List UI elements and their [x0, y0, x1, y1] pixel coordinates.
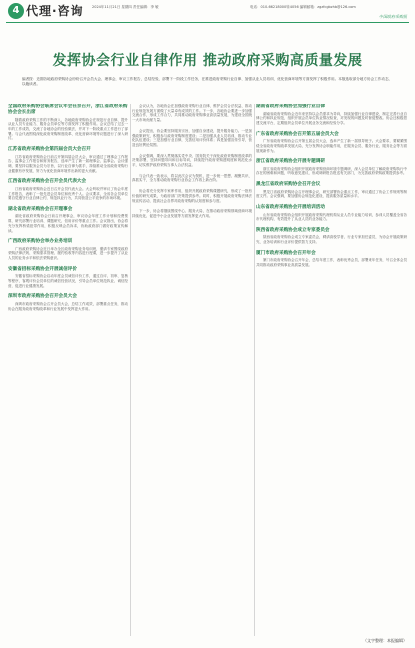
article-body: 山东省政府采购协会组织开展政府采购代理机构从业人员专业能力培训，参训人员覆盖全省各市代理机构，有效提升了从业人员的业务能力。: [256, 212, 407, 222]
column-3: [256, 104, 407, 636]
header-rule: [6, 22, 409, 23]
article-body: 湖南省政府采购协会近年来坚持以会员需求为导向，持续加强行业自律建设，制定完善行业自律公约和执业规范，组织开展会员单位执业情况检查，对发现的问题及时督促整改。协会还积极搭建交流平台，定期组织会员单位开展业务交流和经验分享。: [256, 111, 407, 125]
article: [132, 104, 252, 123]
article-title: 湖南省政府采购协会加强行业自律: [256, 104, 325, 109]
article-title: 厦门市政府采购协会召开年会: [256, 250, 316, 256]
article-title: 黑龙江省政府采购协会召开会议: [256, 182, 321, 188]
article: [256, 159, 407, 176]
article: [132, 189, 252, 203]
article-title: 广东省政府采购协会召开第五届会员大会: [256, 131, 339, 137]
article: [256, 182, 407, 199]
column-2: [132, 104, 252, 636]
header-contact: 电话：010-66218000转4056 编辑邮箱：zgzfcgbzhb@126.com: [250, 5, 356, 9]
header-slogan: 中国政府采购报: [379, 14, 407, 19]
article: [256, 104, 407, 126]
article-title: 湖北省政府采购协会召开理事会: [8, 206, 73, 212]
article-body: 广西政府采购协会近日举办全区政府采购业务培训班，邀请专家围绕政府采购法律法规、采购需求管理、履约验收等内容进行授课，进一步提升了从业人员的业务水平和依法采购意识。: [8, 246, 128, 261]
article: [8, 179, 128, 201]
article-title: 江苏省政府采购协会第四届会员大会召开: [8, 147, 91, 153]
article-title: 安徽省招标采购协会开展诚信评价: [8, 266, 77, 272]
article: [256, 132, 407, 154]
article-title: 浙江省政府采购协会开展专题调研: [256, 159, 325, 165]
article-body: 会议提出，协会要坚持服务宗旨，加强自身建设，提升服务能力。一是加强政策研究，积极参与政府采购制度建设；二是加强从业人员培训，推动专业化队伍建设；三是加强行业自律，完善信用评价体系；四是加强宣传引导，营造良好舆论氛围。: [132, 128, 252, 147]
article-body: 深圳市政府采购协会召开会员大会，总结工作成效，部署重点任务，推动协会在服务政府采购改革和行业发展中发挥更大作用。: [8, 301, 128, 311]
article-title: 广西政府采购协会举办业务培训: [8, 239, 73, 245]
article: [256, 205, 407, 222]
article: [8, 207, 128, 233]
header-date-editor: 2024年11月21日 星期四 责任编辑：李 敏: [92, 5, 159, 9]
article-body: 与会代表一致表示，将以此次会议为契机，进一步统一思想、凝聚共识、真抓实干，全力推动政府采购行业协会工作再上新台阶。: [132, 173, 252, 183]
article: [8, 147, 128, 173]
article: [8, 267, 128, 289]
article: [132, 154, 252, 168]
editor-note: 编者按：近期各地政府采购协会纷纷召开会员大会、理事会，审议工作报告，总结经验，部署下一阶段工作任务，在推进政府采购行业自律、加强从业人员培训、优化营商环境等方面发挥了积极作用。本版选取部分地方协会工作动态，以飨读者。: [22, 77, 393, 86]
page-header: [0, 0, 415, 26]
article-body: 下一步，协会将继续围绕中心、服务大局，在推动政府采购领域营商环境持续优化、促进中小企业发展等方面发挥更大作用。: [132, 209, 252, 218]
article-body: 会议认为，各地协会在加强政府采购行业自律、维护会员合法权益、推动行业规范发展方面做了大量卓有成效的工作。下一步，各地协会要进一步加强交流合作，形成工作合力，共同推动政府采购事业高质量发展，为建设全国统一大市场贡献力量。: [132, 104, 252, 123]
section-name: 代理·咨询: [26, 4, 84, 18]
main-headline: 发挥协会行业自律作用 推动政府采购高质量发展: [52, 53, 363, 69]
article-body: 协会将充分发挥专家库作用，组织开展政府采购课题研究，形成了一批有价值的研究成果，为政府部门决策提供参考。同时，积极开展政府采购法律法规宣传活动，提高社会各界对政府采购的认知度和参与度。: [132, 189, 252, 203]
article-body: 黑龙江省政府采购协会召开理事会议，研究部署协会重点工作，审议通过了协会工作规则等制度文件。会议强调，要加强协会规范化建设，提高服务质量和水平。: [256, 189, 407, 199]
page-number-badge: 4: [8, 3, 24, 19]
article-title: 山东省政府采购协会开展培训活动: [256, 205, 325, 211]
article: [132, 209, 252, 218]
article-body: 陕西省政府采购协会成立专家委员会，聘请高校学者、行业专家担任委员，为协会开展政策研究、业务培训和行业评价提供智力支持。: [256, 235, 407, 245]
article-body: 厦门市政府采购协会召开年会，总结年度工作，表彰优秀会员，部署来年任务，号召全体会员共同推动政府采购事业高质量发展。: [256, 258, 407, 268]
article: [8, 294, 128, 311]
article: [8, 104, 128, 141]
article: [256, 228, 407, 245]
article: [132, 129, 252, 148]
footer-note: （文字整理：本报编辑）: [363, 638, 407, 643]
article: [8, 239, 128, 261]
article-title: 全国政府采购协会联席会议年会在京召开，浙江省政府采购协会会长出席: [8, 104, 128, 115]
article-body: 湖北省政府采购协会日前召开理事会，审议协会年度工作计划和经费预算，研究部署行业培训、课题研究、信用评价等重点工作。会议指出，协会将充分发挥桥梁纽带作用，积极反映会员诉求，协助政府部门做好政策宣传解读。: [8, 214, 128, 233]
article-body: 安徽省招标采购协会启动年度会员诚信评价工作，通过自评、初审、复核等程序，客观评价会员单位的诚信经营状况，引导会员单位规范执业、诚信经营，促进行业健康发展。: [8, 274, 128, 288]
article-title: 江西省政府采购协会召开会员代表大会: [8, 179, 87, 185]
article-body: 广东省政府采购协会召开第五届会员大会，选举产生了新一届领导班子。大会要求，要紧紧围绕全省政府采购改革发展大局，充分发挥协会职能作用，在服务会员、服务行业、服务社会等方面展现新作为。: [256, 139, 407, 153]
column-1: [8, 104, 128, 636]
article-body: 浙江省政府采购协会组织开展政府采购营商环境专题调研，深入会员单位了解政府采购执行中存在的困难和问题，听取意见建议，形成调研报告报送有关部门，为完善政府采购政策提供参考。: [256, 166, 407, 176]
article-body: 随着政府采购工作的不断深入，各地政府采购协会在规范行业自律、提升从业人员专业能力、服务会员单位等方面发挥了积极作用。会议总结了过去一年的工作成效，交流了各地协会的经验做法，并对下一阶段重点工作进行了部署。与会代表围绕深化政府采购制度改革、优化营商环境等议题进行了深入研讨。: [8, 117, 128, 141]
article-body: 江苏省政府采购协会日前召开第四届会员大会，审议通过了理事会工作报告、监事会工作报告和财务报告，选举产生了新一届理事会、监事会。会议强调，要坚持以服务会员为宗旨，以行业自律为抓手，持续推动全省政府采购行业健康有序发展，努力为优化营商环境作出新的更大贡献。: [8, 154, 128, 173]
article: [256, 251, 407, 268]
article-title: 陕西省政府采购协会成立专家委员会: [256, 227, 330, 233]
article-title: 深圳市政府采购协会召开会员大会: [8, 294, 77, 300]
article-body: 江西省政府采购协会近日召开会员代表大会。大会听取并审议了协会年度工作报告，表彰了一批先进会员单位和优秀个人。会议要求，全省各会员单位要自觉遵守行业自律公约，规范执业行为，共同营造公平竞争的市场环境。: [8, 186, 128, 201]
article: [132, 174, 252, 183]
article-body: 会议强调，要深入贯彻落实党中央、国务院关于深化政府采购制度改革的决策部署，坚持问题导向和目标导向，持续提升政府采购透明度和规范化水平，切实维护政府采购当事人合法权益。: [132, 153, 252, 168]
